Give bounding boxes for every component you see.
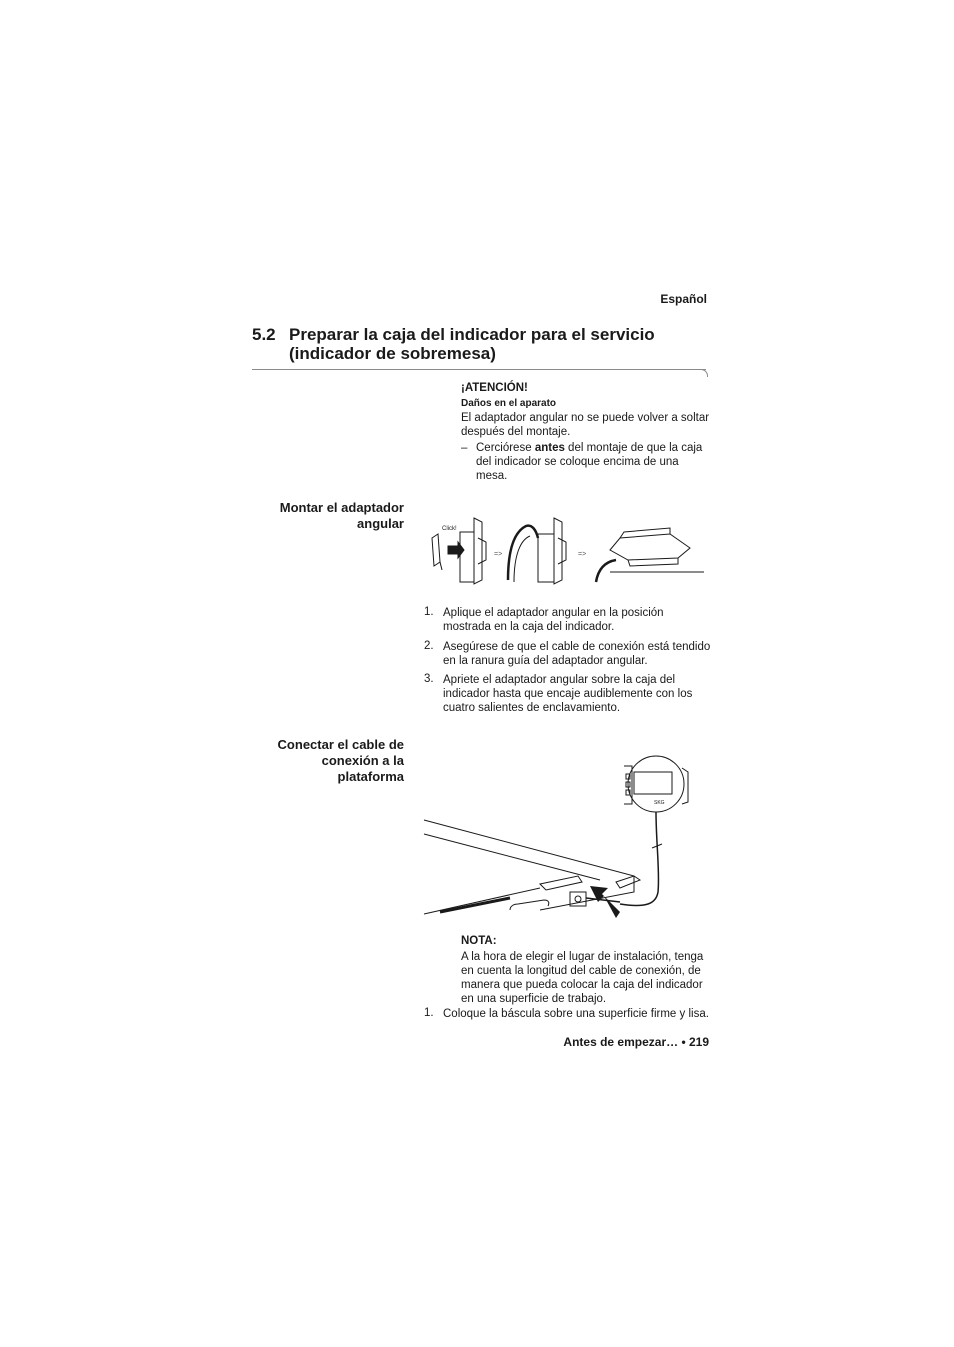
note-text: A la hora de elegir el lugar de instalación, tenga en cuenta la longitud del cable de conexión, de manera que pueda colocar la caja del indicador en una superficie de trabajo. (461, 951, 704, 1005)
connect-cable-figure (420, 752, 710, 932)
mount-step-1: Aplique el adaptador angular en la posición mostrada en la caja del indicador. (443, 607, 664, 633)
mount-step-2-num: 2. (424, 640, 434, 652)
click-label: Click! (442, 526, 457, 532)
arrow-label-2: => (578, 551, 587, 558)
mount-step-1-num: 1. (424, 606, 434, 618)
note-title: NOTA: (461, 935, 497, 947)
mount-step-2: Asegúrese de que el cable de conexión está tendido en la ranura guía del adaptador angular. (443, 641, 711, 667)
warning-bullet-post: del montaje de que la caja del indicador se coloque encima de una mesa. (476, 442, 703, 482)
warning-title: ¡ATENCIÓN! (461, 382, 528, 394)
section-title: Preparar la caja del indicador para el servicio (indicador de sobremesa) (289, 325, 655, 363)
connect-step-1: Coloque la báscula sobre una superficie firme y lisa. (443, 1008, 709, 1020)
mount-heading: Montar el adaptador angular (279, 500, 404, 531)
language-label: Español (660, 292, 707, 306)
mount-step-3-num: 3. (424, 673, 434, 685)
warning-bullet-dash: – (461, 442, 468, 454)
mount-adapter-figure (420, 510, 710, 590)
section-number: 5.2 (252, 325, 276, 344)
warning-bullet (476, 441, 711, 483)
warning-bullet-bold: antes (534, 442, 565, 454)
warning-text: El adaptador angular no se puede volver a soltar después del montaje. (461, 412, 710, 438)
mount-step-3: Apriete el adaptador angular sobre la caja del indicador hasta que encaje audiblemente con los cuatro salientes de enclavamiento. (443, 674, 693, 714)
connect-step-1-num: 1. (424, 1007, 434, 1019)
device-label: SKG (654, 800, 665, 806)
section-rule-corner (700, 369, 708, 377)
section-rule (252, 369, 706, 370)
page-footer: Antes de empezar… • 219 (563, 1035, 709, 1049)
warning-bullet-pre: Cerciórese (476, 442, 535, 454)
arrow-label-1: => (494, 551, 503, 558)
warning-subtitle: Daños en el aparato (461, 398, 557, 409)
connect-heading: Conectar el cable de conexión a la plataforma (277, 737, 404, 784)
